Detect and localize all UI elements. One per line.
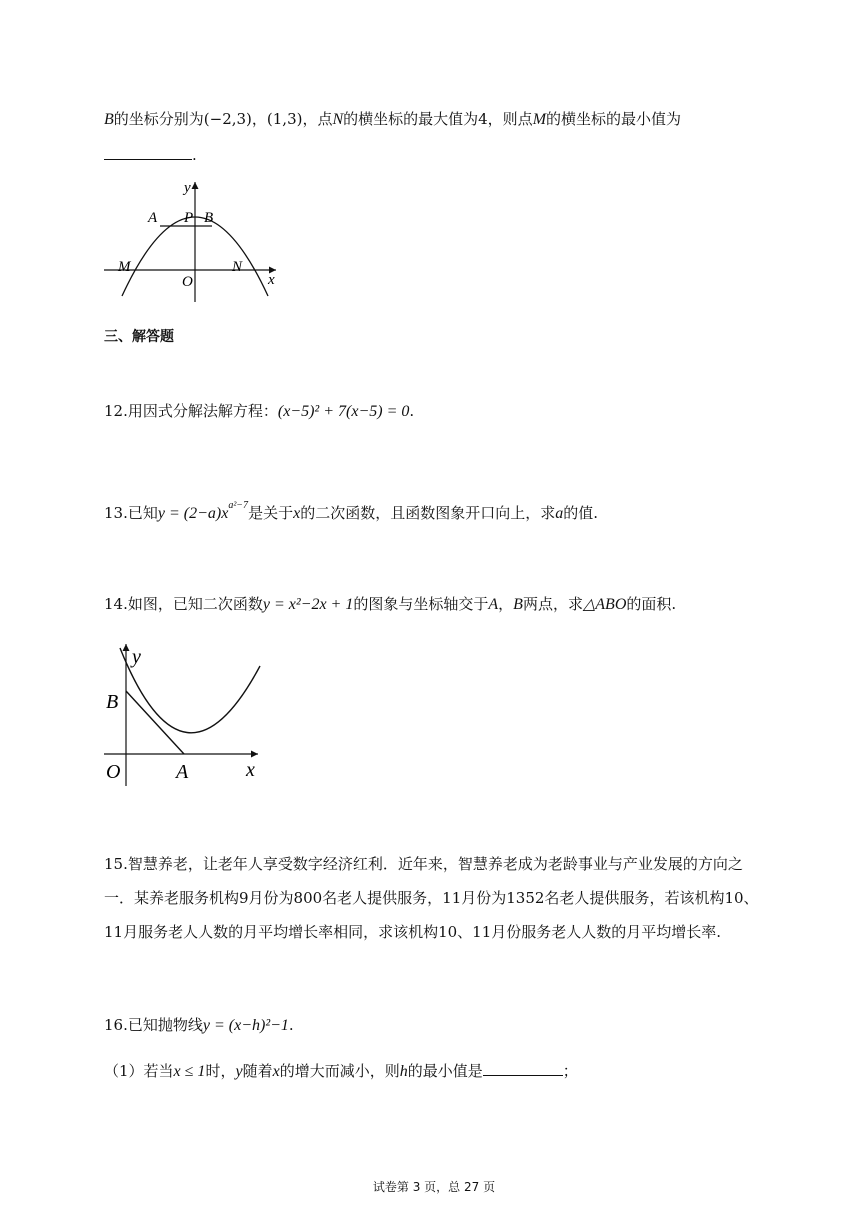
q11-line1: B的坐标分别为(−2,3)，(1,3)，点N的横坐标的最大值为4，则点M的横坐标的最小值为 (104, 110, 682, 128)
label-m: M (118, 259, 131, 275)
q11-answer-line: . (104, 145, 197, 164)
answer-blank[interactable] (104, 145, 192, 160)
label-y: y (132, 646, 141, 668)
q12: 12.用因式分解法解方程：(x−5)² + 7(x−5) = 0. (104, 402, 415, 420)
q16-part1: （1）若当x ≤ 1时，y随着x的增大而减小，则h的最小值是 ； (104, 1062, 578, 1080)
label-b: B (204, 210, 214, 226)
q15-line3: 11月服务老人人数的月平均增长率相同，求该机构10、11月份服务老人人数的月平均增长率. (104, 923, 722, 941)
q14: 14.如图，已知二次函数y = x²−2x + 1的图象与坐标轴交于A，B两点，求△ABO的面积. (104, 595, 677, 613)
q15-line1: 15.智慧养老，让老年人享受数字经济红利．近年来，智慧养老成为老龄事业与产业发展的方向之 (104, 855, 743, 873)
label-x: x (268, 272, 275, 288)
label-o: O (182, 274, 193, 290)
q13: 13.已知$y = (2-a)x^{a^2-7}$是关于x的二次函数，且函数图象开口向上，求a的值. (104, 500, 598, 522)
q11-parabola-figure (100, 172, 285, 304)
q16: 16.已知抛物线y = (x−h)²−1. (104, 1016, 294, 1034)
label-y: y (184, 180, 191, 196)
label-a: A (148, 210, 158, 226)
label-p: P (184, 210, 194, 226)
label-o: O (106, 761, 121, 783)
section-heading: 三、解答题 (104, 329, 174, 345)
label-b: B (106, 691, 119, 713)
parabola-curve (120, 648, 260, 733)
label-n: N (232, 259, 243, 275)
answer-blank[interactable] (483, 1061, 563, 1076)
q15-line2: 一．某养老服务机构9月份为800名老人提供服务，11月份为1352名老人提供服务，若该机构10、 (104, 889, 759, 907)
segment-ab (126, 691, 184, 754)
page-footer: 试卷第 3 页，总 27 页 (372, 1180, 496, 1194)
q14-parabola-figure (100, 638, 270, 788)
label-x: x (246, 759, 255, 781)
label-a: A (176, 761, 189, 783)
